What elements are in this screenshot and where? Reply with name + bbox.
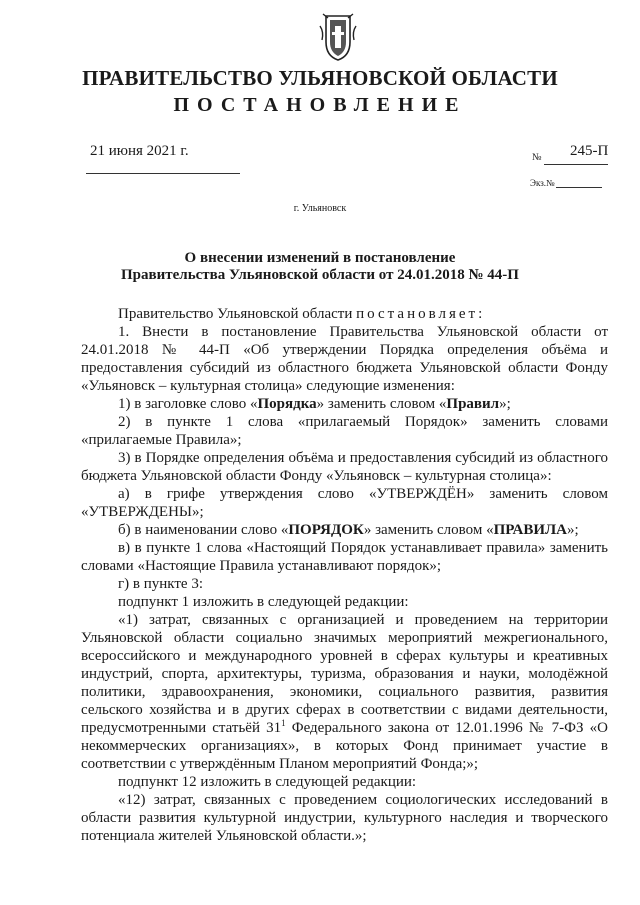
intro-colon: : [478,306,483,322]
paragraph-3: 2) в пункте 1 слова «прилагаемый Порядок» заменить словами «прилагаемые Правила»; [81,414,608,448]
coat-of-arms-icon [318,12,358,62]
p6-text-a: б) в наименовании слово « [118,522,289,538]
document-number: 245-П [570,143,609,159]
number-underline [544,164,608,165]
p10-superscript: 1 [281,718,286,728]
p2-bold-a: Порядка [257,396,317,412]
title-line-2: Правительства Ульяновской области от 24.01.2018 № 44-П [121,267,519,283]
date-underline [86,173,240,174]
intro-verb: постановляет [356,306,479,322]
copy-label: Экз.№ [530,178,555,188]
intro-text: Правительство Ульяновской области [118,306,357,322]
p6-bold-a: ПОРЯДОК [288,522,364,538]
p6-text-b: » заменить словом « [363,522,494,538]
number-sign: № [532,152,542,163]
paragraph-5: а) в грифе утверждения слово «УТВЕРЖДЁН» заменить словом «УТВЕРЖДЕНЫ»; [81,486,608,520]
copy-underline [556,187,602,188]
p2-text-c: »; [499,396,511,412]
paragraph-2 [81,395,608,413]
p6-text-c: »; [567,522,579,538]
document-title [0,250,640,284]
city: г. Ульяновск [293,203,347,214]
paragraph-6 [81,521,608,539]
p2-text-b: » заменить словом « [316,396,447,412]
paragraph-4: 3) в Порядке определения объёма и предоставления субсидий из областного бюджета Ульяновской области Фонду «Ульяновск – культурная столица»: [81,450,608,484]
p10-text-a: «1) затрат, связанных с организацией и проведением на территории Ульяновской области социально значимых мероприятий межрегионального, всероссийского и международного уровней в сферах культуры и креативных индустрий, спорта, архитектуры, туризма, образования и науки, молодёжной политики, здравоохранения, экономики, социального развития, развития сельского хозяйства и в других сферах в соответствии с видами деятельности, предусмотренными статьёй 31 [81,612,608,736]
paragraph-1: 1. Внести в постановление Правительства Ульяновской области от 24.01.2018 № 44-П «Об утверждении Порядка определения объёма и предоставления субсидий из областного бюджета Ульяновской области Фонду «Ульяновск – культурная столица» следующие изменения: [81,324,608,394]
paragraph-8: г) в пункте 3: [118,576,204,592]
paragraph-9: подпункт 1 изложить в следующей редакции: [118,594,409,610]
p2-text-a: 1) в заголовке слово « [118,396,258,412]
paragraph-7: в) в пункте 1 слова «Настоящий Порядок устанавливает правила» заменить словами «Настоящие Правила устанавливают порядок»; [81,540,608,574]
p6-bold-b: ПРАВИЛА [493,522,568,538]
organization-name: ПРАВИТЕЛЬСТВО УЛЬЯНОВСКОЙ ОБЛАСТИ [82,66,558,90]
document-date: 21 июня 2021 г. [90,143,189,159]
p10-text-b: Федерального закона от 12.01.1996 № 7-ФЗ «О некоммерческих организациях», в которых Фонд принимает участие в соответствии с утверждённым Планом мероприятий Фонда;»; [81,720,608,772]
intro-paragraph [81,305,608,323]
document-body [81,305,608,845]
title-line-1: О внесении изменений в постановление [184,250,456,266]
p2-bold-b: Правил [446,396,500,412]
paragraph-11: подпункт 12 изложить в следующей редакции: [118,774,417,790]
document-type: ПОСТАНОВЛЕНИЕ [173,94,467,116]
paragraph-12: «12) затрат, связанных с проведением социологических исследований в области развития культурной индустрии, культурного наследия и творческого потенциала жителей Ульяновской области.»; [81,792,608,844]
paragraph-10 [81,611,608,773]
